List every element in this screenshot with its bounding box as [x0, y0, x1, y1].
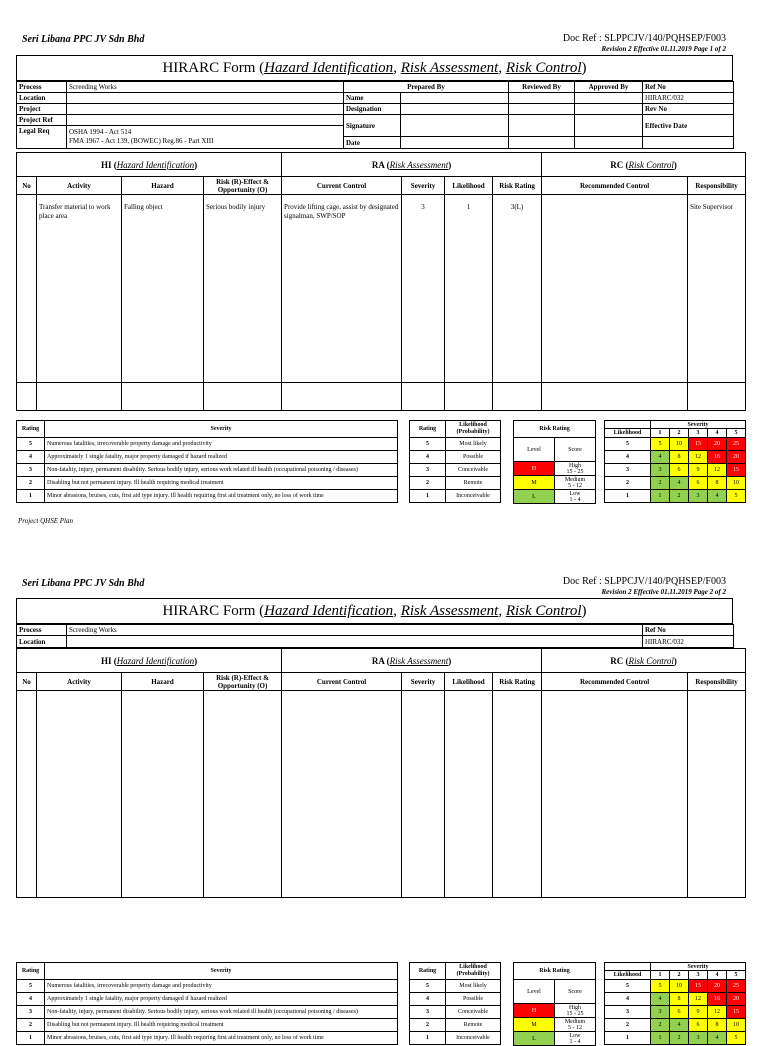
- severity-description: Approximately 1 single fatality, major property damaged if hazard realized: [45, 451, 398, 464]
- matrix-cell: 15: [727, 1006, 746, 1019]
- matrix-cell: 25: [727, 438, 746, 451]
- project-ref-value: [67, 115, 344, 126]
- matrix-row-header: 1: [605, 1032, 651, 1045]
- severity-rating: 3: [17, 1006, 45, 1019]
- matrix-col-header: 1: [651, 429, 670, 438]
- list-item: [514, 1032, 596, 1046]
- col-current-control: Current Control: [282, 177, 402, 195]
- matrix-cell: 12: [708, 464, 727, 477]
- list-item: [17, 490, 398, 503]
- matrix-cell: 2: [651, 477, 670, 490]
- cell-activity: Transfer material to work place area: [37, 195, 122, 383]
- form-title-box: [16, 598, 733, 624]
- matrix-col-header: 3: [689, 429, 708, 438]
- process-value: Screeding Works: [67, 82, 344, 93]
- section-ra: RA (Risk Assessment): [282, 153, 542, 177]
- list-item: [17, 438, 398, 451]
- project-label: Project: [17, 104, 67, 115]
- matrix-cell: 12: [689, 993, 708, 1006]
- likelihood-rating: 1: [410, 490, 446, 503]
- list-item: [17, 1006, 398, 1019]
- matrix-cell: 20: [708, 438, 727, 451]
- matrix-row: [605, 451, 746, 464]
- matrix-cell: 9: [689, 464, 708, 477]
- list-item: [17, 980, 398, 993]
- risk-level: M: [514, 476, 555, 490]
- cell-hazard: Falling object: [122, 195, 204, 383]
- matrix-cell: 4: [651, 993, 670, 1006]
- matrix-cell: 20: [727, 451, 746, 464]
- matrix-row-header: 4: [605, 451, 651, 464]
- matrix-cell: 3: [651, 464, 670, 477]
- col-responsibility: Responsibility: [688, 177, 746, 195]
- list-item: [17, 477, 398, 490]
- severity-legend: Rating Severity 5 Numerous fatalities, irrecoverable property damage and productivity 4 Approximately 1 single fatality, major property damaged if hazard realized 3 Non-fatality, injury, permanent disability. Serious bodily injury, serious work related ill health (occupational poisoning / diseases) 2 Disabling but not permanent injury. Ill health requiring medical treatment 1 Minor abrasions, bruises, cuts, first aid type injury. Ill health requiring first aid treatment only, no loss of work time: [16, 420, 398, 503]
- matrix-cell: 3: [651, 1006, 670, 1019]
- prepared-by-label: Prepared By: [344, 82, 509, 93]
- ref-no-value: HIRARC/032: [643, 93, 734, 104]
- table-row: [17, 195, 746, 383]
- list-item: [17, 993, 398, 1006]
- matrix-cell: 3: [689, 1032, 708, 1045]
- matrix-cell: 4: [670, 477, 689, 490]
- matrix-cell: 6: [670, 464, 689, 477]
- likelihood-rating: 3: [410, 1006, 446, 1019]
- list-item: [410, 1032, 501, 1045]
- severity-description: Non-fatality, injury, permanent disability. Serious bodily injury, serious work related ill health (occupational poisoning / diseases): [45, 1006, 398, 1019]
- matrix-row: [605, 438, 746, 451]
- location-value: [67, 93, 344, 104]
- severity-rating: 3: [17, 464, 45, 477]
- likelihood-description: Most likely: [446, 980, 501, 993]
- doc-ref: Doc Ref : SLPPCJV/140/PQHSEP/F003: [562, 576, 726, 587]
- risk-level: H: [514, 462, 555, 476]
- col-likelihood: Likelihood: [445, 177, 493, 195]
- severity-description: Minor abrasions, bruises, cuts, first aid type injury. Ill health requiring first aid treatment only, no loss of work time: [45, 490, 398, 503]
- col-activity: Activity: [37, 177, 122, 195]
- signature-label: Signature: [344, 115, 401, 137]
- matrix-col-header: 4: [708, 971, 727, 980]
- likelihood-rating: 2: [410, 1019, 446, 1032]
- matrix-cell: 12: [689, 451, 708, 464]
- risk-score: Medium 5 - 12: [555, 1018, 596, 1032]
- severity-description: Minor abrasions, bruises, cuts, first aid type injury. Ill health requiring first aid treatment only, no loss of work time: [45, 1032, 398, 1045]
- matrix-cell: 4: [708, 1032, 727, 1045]
- risk-rating-legend: Risk Rating Level Score H High 15 - 25 M Medium 5 - 12 L Low 1 - 4: [513, 420, 596, 504]
- matrix-cell: 10: [670, 438, 689, 451]
- list-item: [17, 464, 398, 477]
- col-risk: Risk (R)-Effect & Opportunity (O): [204, 177, 282, 195]
- matrix-row-header: 3: [605, 1006, 651, 1019]
- risk-score: High 15 - 25: [555, 462, 596, 476]
- likelihood-description: Possible: [446, 993, 501, 1006]
- project-info-table: [16, 81, 734, 149]
- likelihood-rating: 4: [410, 451, 446, 464]
- matrix-cell: 1: [651, 1032, 670, 1045]
- ref-no-label: Ref No: [643, 82, 734, 93]
- matrix-cell: 20: [708, 980, 727, 993]
- risk-rating-legend: Risk Rating Level Score H High 15 - 25 M Medium 5 - 12 L Low 1 - 4: [513, 962, 596, 1046]
- likelihood-rating: 5: [410, 438, 446, 451]
- company-name: Seri Libana PPC JV Sdn Bhd: [22, 34, 145, 45]
- hirarc-table-page2: HI (Hazard Identification) RA (Risk Assessment) RC (Risk Control) No Activity Hazard Risk (R)-Effect & Opportunity (O) Current Control Severity Likelihood Risk Rating Recommended Control Responsibility: [16, 648, 746, 898]
- list-item: [514, 476, 596, 490]
- matrix-cell: 15: [689, 438, 708, 451]
- cell-likelihood: 1: [445, 195, 493, 383]
- list-item: [17, 1019, 398, 1032]
- matrix-row: [605, 464, 746, 477]
- matrix-col-header: 1: [651, 971, 670, 980]
- list-item: [514, 462, 596, 476]
- matrix-cell: 8: [708, 477, 727, 490]
- matrix-row: [605, 1032, 746, 1045]
- form-title-box: [16, 55, 733, 81]
- matrix-row: [605, 980, 746, 993]
- matrix-col-header: 2: [670, 429, 689, 438]
- matrix-row: [605, 490, 746, 503]
- matrix-cell: 10: [727, 1019, 746, 1032]
- risk-level: L: [514, 1032, 555, 1046]
- matrix-cell: 6: [670, 1006, 689, 1019]
- severity-description: Approximately 1 single fatality, major property damaged if hazard realized: [45, 993, 398, 1006]
- list-item: [410, 1019, 501, 1032]
- cell-severity: 3: [402, 195, 445, 383]
- severity-rating: 1: [17, 490, 45, 503]
- matrix-cell: 1: [651, 490, 670, 503]
- risk-matrix: Severity Likelihood 1 2 3 4 5 5 5 10 15 20 25 4 4 8 12 16 20 3 3 6 9 12 15 2 2 4 6 8 10 1 1 2 3 4 5: [604, 420, 746, 503]
- risk-level: M: [514, 1018, 555, 1032]
- form-title: HIRARC Form (Hazard Identification, Risk Assessment, Risk Control): [162, 603, 587, 619]
- section-hi: HI (Hazard Identification): [17, 153, 282, 177]
- hirarc-table-page1: [16, 152, 746, 411]
- matrix-cell: 10: [727, 477, 746, 490]
- list-item: [17, 1032, 398, 1045]
- location-label: Location: [17, 93, 67, 104]
- matrix-cell: 2: [670, 1032, 689, 1045]
- list-item: [514, 1004, 596, 1018]
- likelihood-rating: 1: [410, 1032, 446, 1045]
- risk-score: High 15 - 25: [555, 1004, 596, 1018]
- severity-description: Numerous fatalities, irrecoverable property damage and productivity: [45, 980, 398, 993]
- matrix-cell: 4: [670, 1019, 689, 1032]
- designation-label: Designation: [344, 104, 401, 115]
- matrix-cell: 15: [689, 980, 708, 993]
- cell-recommended-control: [542, 195, 688, 383]
- list-item: [514, 1018, 596, 1032]
- matrix-cell: 8: [670, 993, 689, 1006]
- severity-rating: 2: [17, 477, 45, 490]
- likelihood-description: Conceivable: [446, 1006, 501, 1019]
- severity-rating: 4: [17, 993, 45, 1006]
- matrix-cell: 12: [708, 1006, 727, 1019]
- matrix-cell: 8: [708, 1019, 727, 1032]
- cell-responsibility: Site Supervisor: [688, 195, 746, 383]
- matrix-cell: 6: [689, 477, 708, 490]
- matrix-cell: 3: [689, 490, 708, 503]
- matrix-cell: 5: [727, 1032, 746, 1045]
- matrix-row-header: 3: [605, 464, 651, 477]
- matrix-cell: 16: [708, 451, 727, 464]
- matrix-cell: 5: [651, 980, 670, 993]
- project-ref-label: Project Ref: [17, 115, 67, 126]
- matrix-row: [605, 477, 746, 490]
- rev-no-label: Rev No: [643, 104, 734, 115]
- matrix-col-header: 3: [689, 971, 708, 980]
- cell-current-control: Provide lifting cage, assist by designated signalman, SWP/SOP: [282, 195, 402, 383]
- matrix-cell: 9: [689, 1006, 708, 1019]
- list-item: [410, 490, 501, 503]
- likelihood-legend: Rating Likelihood (Probability) 5 Most likely 4 Possible 3 Conceivable 2 Remote 1 Inconceivable: [409, 420, 501, 503]
- matrix-col-header: 5: [727, 429, 746, 438]
- reviewed-by-label: Reviewed By: [509, 82, 575, 93]
- list-item: [514, 490, 596, 504]
- project-value: [67, 104, 344, 115]
- legal-req-value: OSHA 1994 - Act 514 FMA 1967 - Act 139, (BOWEC) Reg.86 - Part XIII: [67, 126, 344, 149]
- col-risk-rating: Risk Rating: [493, 177, 542, 195]
- severity-rating: 5: [17, 980, 45, 993]
- matrix-col-header: 5: [727, 971, 746, 980]
- matrix-cell: 2: [670, 490, 689, 503]
- matrix-row-header: 2: [605, 1019, 651, 1032]
- cell-risk-rating: 3(L): [493, 195, 542, 383]
- approved-by-label: Approved By: [575, 82, 643, 93]
- likelihood-rating: 2: [410, 477, 446, 490]
- likelihood-description: Possible: [446, 451, 501, 464]
- severity-rating: 4: [17, 451, 45, 464]
- risk-score: Low 1 - 4: [555, 490, 596, 504]
- form-title: HIRARC Form (Hazard Identification, Risk Assessment, Risk Control): [162, 60, 587, 76]
- matrix-col-header: 2: [670, 971, 689, 980]
- matrix-cell: 5: [651, 438, 670, 451]
- list-item: [17, 451, 398, 464]
- risk-matrix: Severity Likelihood 1 2 3 4 5 5 5 10 15 20 25 4 4 8 12 16 20 3 3 6 9 12 15 2 2 4 6 8 10 1 1 2 3 4 5: [604, 962, 746, 1045]
- table-row: [17, 691, 746, 898]
- matrix-row: [605, 993, 746, 1006]
- list-item: [410, 980, 501, 993]
- company-name: Seri Libana PPC JV Sdn Bhd: [22, 578, 145, 589]
- likelihood-description: Inconceivable: [446, 490, 501, 503]
- risk-level: H: [514, 1004, 555, 1018]
- matrix-cell: 6: [689, 1019, 708, 1032]
- severity-rating: 5: [17, 438, 45, 451]
- process-label: Process: [17, 82, 67, 93]
- effective-date-label: Effective Date: [643, 115, 734, 137]
- matrix-cell: 4: [708, 490, 727, 503]
- col-hazard: Hazard: [122, 177, 204, 195]
- likelihood-description: Inconceivable: [446, 1032, 501, 1045]
- matrix-row-header: 4: [605, 993, 651, 1006]
- matrix-row-header: 5: [605, 438, 651, 451]
- matrix-row: [605, 1006, 746, 1019]
- severity-rating: 2: [17, 1019, 45, 1032]
- severity-rating: 1: [17, 1032, 45, 1045]
- revision-line: Revision 2 Effective 01.11.2019 Page 2 of 2: [601, 588, 726, 596]
- matrix-cell: 2: [651, 1019, 670, 1032]
- matrix-row-header: 1: [605, 490, 651, 503]
- date-label: Date: [344, 137, 401, 149]
- name-label: Name: [344, 93, 401, 104]
- matrix-cell: 25: [727, 980, 746, 993]
- revision-line: Revision 2 Effective 01.11.2019 Page 1 of 2: [601, 45, 726, 53]
- matrix-col-header: 4: [708, 429, 727, 438]
- list-item: [410, 464, 501, 477]
- list-item: [410, 1006, 501, 1019]
- doc-ref: Doc Ref : SLPPCJV/140/PQHSEP/F003: [562, 33, 726, 44]
- risk-score: Medium 5 - 12: [555, 476, 596, 490]
- section-rc: RC (Risk Control): [542, 153, 746, 177]
- severity-description: Numerous fatalities, irrecoverable property damage and productivity: [45, 438, 398, 451]
- cell-risk: Serious bodily injury: [204, 195, 282, 383]
- matrix-row-header: 2: [605, 477, 651, 490]
- risk-score: Low 1 - 4: [555, 1032, 596, 1046]
- likelihood-legend: Rating Likelihood (Probability) 5 Most likely 4 Possible 3 Conceivable 2 Remote 1 Inconceivable: [409, 962, 501, 1045]
- risk-level: L: [514, 490, 555, 504]
- col-severity: Severity: [402, 177, 445, 195]
- likelihood-description: Conceivable: [446, 464, 501, 477]
- likelihood-description: Remote: [446, 1019, 501, 1032]
- project-info-table-page2: Process Screeding Works Ref No Location HIRARC/032: [16, 624, 734, 648]
- table-row: [17, 383, 746, 411]
- matrix-cell: 4: [651, 451, 670, 464]
- likelihood-description: Most likely: [446, 438, 501, 451]
- list-item: [410, 451, 501, 464]
- severity-description: Non-fatality, injury, permanent disability. Serious bodily injury, serious work related ill health (occupational poisoning / diseases): [45, 464, 398, 477]
- matrix-cell: 20: [727, 993, 746, 1006]
- severity-legend: Rating Severity 5 Numerous fatalities, irrecoverable property damage and productivity 4 Approximately 1 single fatality, major property damaged if hazard realized 3 Non-fatality, injury, permanent disability. Serious bodily injury, serious work related ill health (occupational poisoning / diseases) 2 Disabling but not permanent injury. Ill health requiring medical treatment 1 Minor abrasions, bruises, cuts, first aid type injury. Ill health requiring first aid treatment only, no loss of work time: [16, 962, 398, 1045]
- matrix-cell: 8: [670, 451, 689, 464]
- matrix-cell: 15: [727, 464, 746, 477]
- matrix-row-header: 5: [605, 980, 651, 993]
- likelihood-rating: 3: [410, 464, 446, 477]
- matrix-cell: 10: [670, 980, 689, 993]
- matrix-row: [605, 1019, 746, 1032]
- likelihood-rating: 4: [410, 993, 446, 1006]
- list-item: [410, 993, 501, 1006]
- footer-plan: Project QHSE Plan: [18, 517, 73, 525]
- matrix-cell: 5: [727, 490, 746, 503]
- col-no: No: [17, 177, 37, 195]
- list-item: [410, 438, 501, 451]
- severity-description: Disabling but not permanent injury. Ill health requiring medical treatment: [45, 1019, 398, 1032]
- likelihood-rating: 5: [410, 980, 446, 993]
- matrix-cell: 16: [708, 993, 727, 1006]
- list-item: [410, 477, 501, 490]
- severity-description: Disabling but not permanent injury. Ill health requiring medical treatment: [45, 477, 398, 490]
- legal-req-label: Legal Req: [17, 126, 67, 149]
- likelihood-description: Remote: [446, 477, 501, 490]
- col-recommended-control: Recommended Control: [542, 177, 688, 195]
